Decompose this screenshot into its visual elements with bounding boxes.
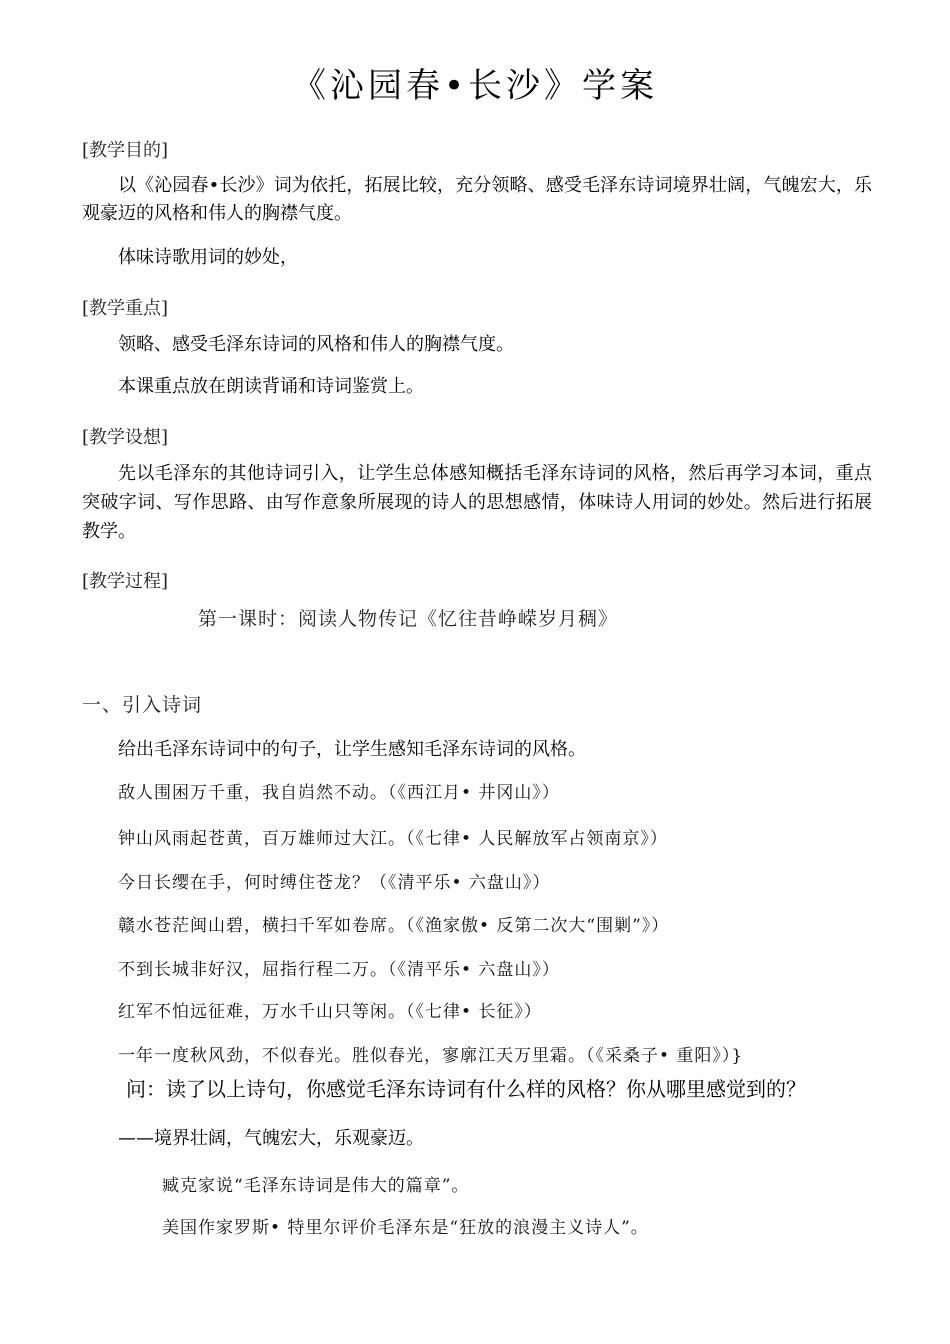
quote-line: 一年一度秋风劲，不似春光。胜似春光，寥廓江天万里霜。（《采桑子• 重阳》）} bbox=[118, 1046, 744, 1066]
keypoints-paragraph-1: 领略、感受毛泽东诗词的风格和伟人的胸襟气度。 bbox=[118, 334, 514, 355]
part-1-intro: 给出毛泽东诗词中的句子，让学生感知毛泽东诗词的风格。 bbox=[118, 739, 586, 760]
quote-line: 不到长城非好汉，屈指行程二万。（《清平乐• 六盘山》） bbox=[118, 960, 560, 980]
comment-line: 美国作家罗斯• 特里尔评价毛泽东是“狂放的浪漫主义诗人”。 bbox=[162, 1218, 649, 1238]
objective-paragraph-2: 体味诗歌用词的妙处， bbox=[118, 247, 298, 268]
section-label-process: [教学过程] bbox=[82, 571, 169, 592]
design-paragraph-1: 先以毛泽东的其他诗词引入，让学生总体感知概括毛泽东诗词的风格，然后再学习本词，重点突破字词、写作思路、由写作意象所展现的诗人的思想感情，体味诗人用词的妙处。然后进行拓展教学。 bbox=[82, 463, 872, 542]
quote-line: 钟山风雨起苍黄，百万雄师过大江。（《七律• 人民解放军占领南京》） bbox=[118, 829, 668, 849]
quote-line: 赣水苍茫闽山碧，横扫千军如卷席。（《渔家傲• 反第二次大“围剿”》） bbox=[118, 916, 670, 936]
page-title: 《沁园春•长沙》学案 bbox=[291, 66, 659, 106]
keypoints-paragraph-2: 本课重点放在朗读背诵和诗词鉴赏上。 bbox=[118, 376, 424, 397]
section-label-objective: [教学目的] bbox=[82, 140, 169, 161]
part-1-heading: 一、引入诗词 bbox=[82, 694, 203, 716]
question-text: 问：读了以上诗句，你感觉毛泽东诗词有什么样的风格？你从哪里感觉到的？ bbox=[126, 1077, 806, 1101]
quote-line: 今日长缨在手，何时缚住苍龙？（《清平乐• 六盘山》） bbox=[118, 873, 551, 893]
answer-text: ——境界壮阔，气魄宏大，乐观豪迈。 bbox=[118, 1128, 424, 1149]
section-label-keypoints: [教学重点] bbox=[82, 298, 169, 319]
objective-paragraph-1: 以《沁园春•长沙》词为依托，拓展比较，充分领略、感受毛泽东诗词境界壮阔，气魄宏大，乐观豪迈的风格和伟人的胸襟气度。 bbox=[82, 175, 872, 224]
lesson-1-title: 第一课时：阅读人物传记《忆往昔峥嵘岁月稠》 bbox=[198, 608, 619, 630]
quote-line: 敌人围困万千重，我自岿然不动。（《西江月• 井冈山》） bbox=[118, 783, 560, 803]
quote-line: 红军不怕远征难，万水千山只等闲。（《七律• 长征》） bbox=[118, 1002, 542, 1022]
comment-line: 臧克家说“毛泽东诗词是伟大的篇章”。 bbox=[162, 1176, 470, 1196]
section-label-design: [教学设想] bbox=[82, 427, 169, 448]
